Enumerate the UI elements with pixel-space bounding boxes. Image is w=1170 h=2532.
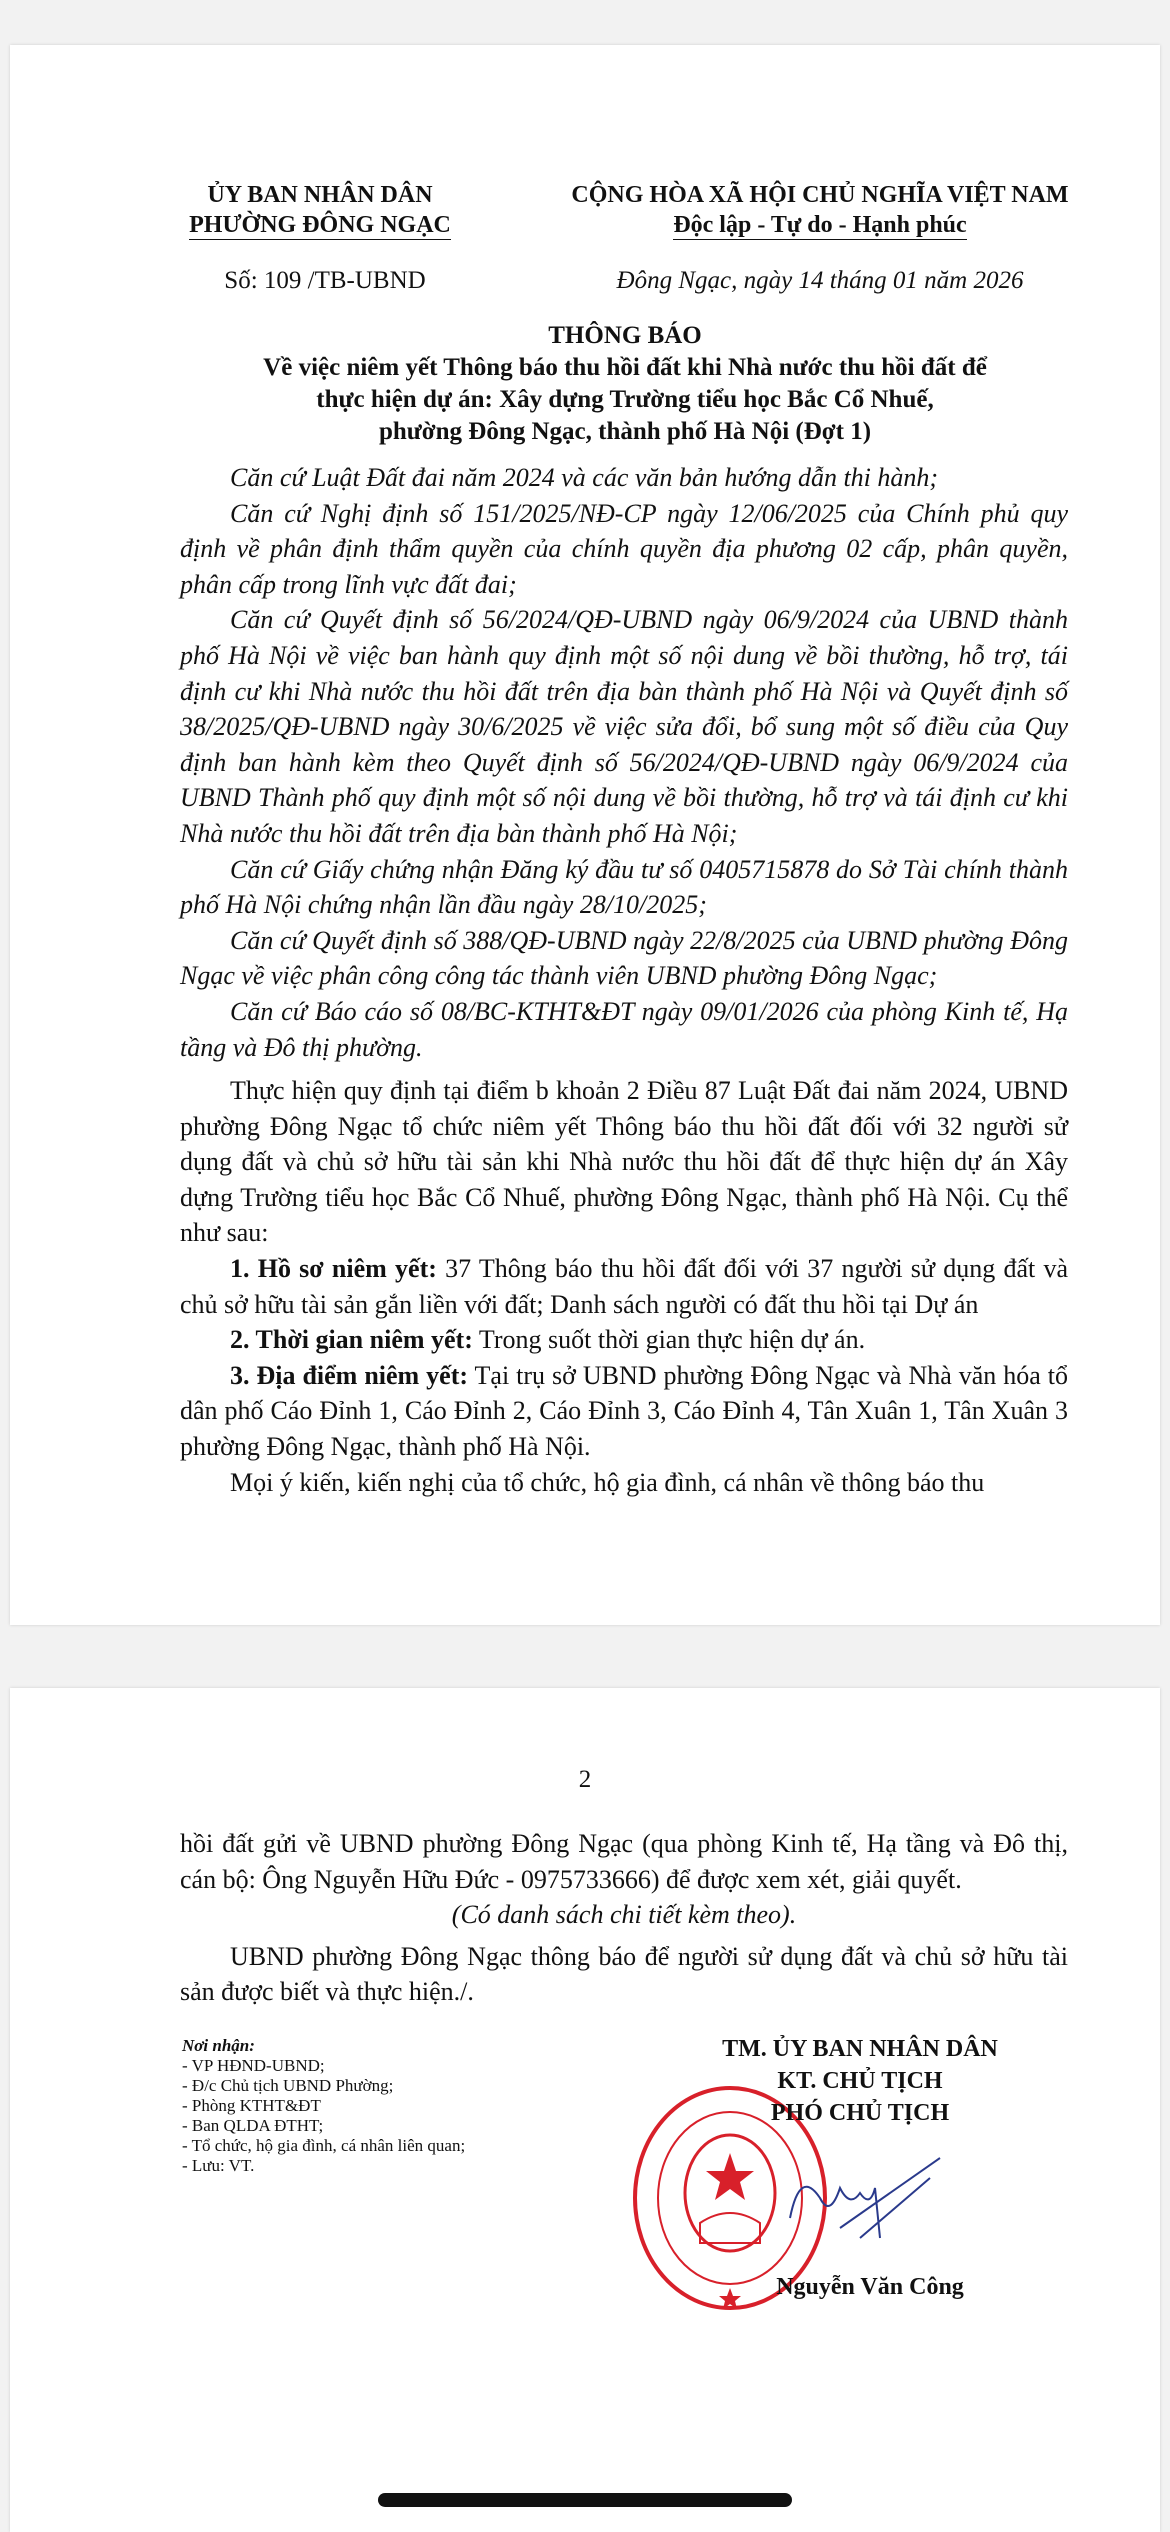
document-page-2 — [10, 1688, 1160, 2532]
place-date: Đông Ngạc, ngày 14 tháng 01 năm 2026 — [616, 267, 1024, 294]
legal-basis: Căn cứ Quyết định số 388/QĐ-UBND ngày 22/8/2025 của UBND phường Đông Ngạc về việc phân công công tác thành viên UBND phường Đông Ngạc; — [180, 925, 1068, 991]
agency-header: ỦY BAN NHÂN DÂN PHƯỜNG ĐÔNG NGẠC — [189, 182, 451, 238]
legal-basis: Căn cứ Luật Đất đai năm 2024 và các văn bản hướng dẫn thi hành; — [230, 463, 939, 492]
intro-paragraph: Thực hiện quy định tại điểm b khoản 2 Điều 87 Luật Đất đai năm 2024, UBND phường Đông Ngạc tổ chức niêm yết Thông báo thu hồi đất đối với 32 người sử dụng đất và chủ sở hữu tài sản khi Nhà nước thu hồi đất để thực hiện dự án Xây dựng Trường tiểu học Bắc Cổ Nhuế, phường Đông Ngạc, thành phố Hà Nội. Cụ thể như sau: — [180, 1076, 1068, 1248]
home-indicator[interactable] — [378, 2493, 792, 2507]
legal-basis: Căn cứ Nghị định số 151/2025/NĐ-CP ngày 12/06/2025 của Chính phủ quy định về phân định thẩm quyền của chính quyền địa phương 02 cấp, phân quyền, phân cấp trong lĩnh vực đất đai; — [180, 498, 1068, 599]
recipients-list: Nơi nhận: - VP HĐND-UBND; - Đ/c Chủ tịch UBND Phường; - Phòng KTHT&ĐT - Ban QLDA ĐTHT; - Tổ chức, hộ gia đình, cá nhân liên quan; - Lưu: VT. — [182, 2036, 466, 2175]
legal-basis: Căn cứ Giấy chứng nhận Đăng ký đầu tư số 0405715878 do Sở Tài chính thành phố Hà Nội chứng nhận lần đầu ngày 28/10/2025; — [180, 854, 1068, 920]
nation-header: CỘNG HÒA XÃ HỘI CHỦ NGHĨA VIỆT NAM Độc lập - Tự do - Hạnh phúc — [571, 182, 1069, 238]
signature-block: TM. ỦY BAN NHÂN DÂN KT. CHỦ TỊCH PHÓ CHỦ TỊCH — [722, 2036, 998, 2126]
item-2: 2. Thời gian niêm yết: Trong suốt thời gian thực hiện dự án. — [230, 1325, 866, 1355]
feedback-paragraph: Mọi ý kiến, kiến nghị của tổ chức, hộ gia đình, cá nhân về thông báo thu — [230, 1467, 985, 1497]
item-1: 1. Hồ sơ niêm yết: 37 Thông báo thu hồi đất đối với 37 người sử dụng đất và chủ sở hữu tài sản gắn liền với đất; Danh sách người có đất thu hồi tại Dự án — [180, 1254, 1068, 1319]
attachment-note: (Có danh sách chi tiết kèm theo). — [451, 1900, 797, 1930]
page-2-body: hồi đất gửi về UBND phường Đông Ngạc (qua phòng Kinh tế, Hạ tầng và Đô thị, cán bộ: Ông Nguyễn Hữu Đức - 0975733666) để được xem xét, giải quyết. (Có danh sách chi tiết kèm theo). UBND phường Đông Ngạc thông báo để người sử dụng đất và chủ sở hữu tài sản được biết và thực hiện./. — [180, 1826, 1068, 2010]
handwritten-signature-icon — [780, 2148, 950, 2258]
document-body — [180, 460, 1068, 1500]
document-number: Số: 109 /TB-UBND — [224, 267, 426, 294]
document-title: THÔNG BÁO Về việc niêm yết Thông báo thu hồi đất khi Nhà nước thu hồi đất để thực hiện dự án: Xây dựng Trường tiểu học Bắc Cổ Nhuế, phường Đông Ngạc, thành phố Hà Nội (Đợt 1) — [263, 322, 987, 445]
closing-paragraph: UBND phường Đông Ngạc thông báo để người sử dụng đất và chủ sở hữu tài sản được biết và thực hiện./. — [180, 1941, 1068, 2007]
item-3: 3. Địa điểm niêm yết: Tại trụ sở UBND phường Đông Ngạc và Nhà văn hóa tổ dân phố Cáo Đỉnh 1, Cáo Đỉnh 2, Cáo Đỉnh 3, Cáo Đỉnh 4, Tân Xuân 1, Tân Xuân 3 phường Đông Ngạc, thành phố Hà Nội. — [180, 1360, 1068, 1462]
legal-basis: Căn cứ Báo cáo số 08/BC-KTHT&ĐT ngày 09/01/2026 của phòng Kinh tế, Hạ tầng và Đô thị phường. — [180, 996, 1068, 1062]
signer-name: Nguyễn Văn Công — [776, 2274, 964, 2300]
legal-basis: Căn cứ Quyết định số 56/2024/QĐ-UBND ngày 06/9/2024 của UBND thành phố Hà Nội về việc ban hành quy định một số nội dung về bồi thường, hỗ trợ, tái định cư khi Nhà nước thu hồi đất trên địa bàn thành phố Hà Nội và Quyết định số 38/2025/QĐ-UBND ngày 30/6/2025 về việc sửa đổi, bổ sung một số điều của Quy định ban hành kèm theo Quyết định số 56/2024/QĐ-UBND ngày 06/9/2024 của UBND Thành phố quy định một số nội dung về bồi thường, hỗ trợ và tái định cư khi Nhà nước thu hồi đất trên địa bàn thành phố Hà Nội; — [180, 605, 1068, 848]
page-number: 2 — [578, 1766, 592, 1793]
document-page-1 — [10, 45, 1160, 1625]
